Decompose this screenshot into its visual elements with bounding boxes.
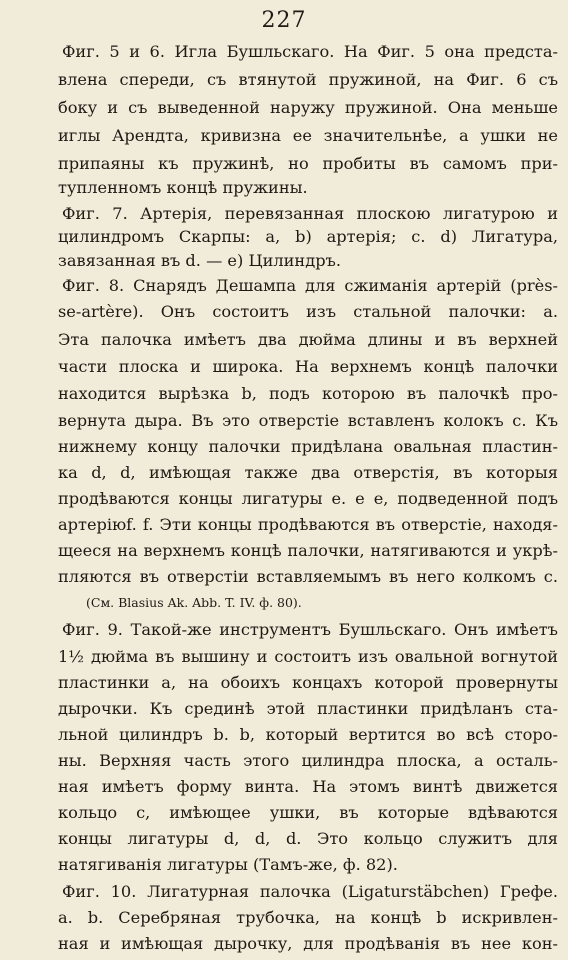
text-line: влена спереди, съ втянутой пружиной, на Фиг. 6 съ [58,70,558,89]
text-line: пластинки a, на обоихъ концахъ которой провернуты [58,673,558,692]
text-line: артеріюf. f. Эти концы продѣваются въ отверстіе, находя- [58,515,558,534]
text-line: цилиндромъ Скарпы: a, b) артерія; c. d) Лигатура, [58,227,558,246]
text-line: se-artère). Онъ состоитъ изъ стальной палочки: a. [58,302,558,321]
text-line: льной цилиндръ b. b, который вертится во всѣ сторо- [58,725,558,744]
text-line: завязанная въ d. — e) Цилиндръ. [58,251,341,270]
text-line: щееся на верхнемъ концѣ палочки, натягиваются и укрѣ- [58,541,558,560]
text-line: Фиг. 8. Снарядъ Дешампа для сжиманія артерій (près- [62,276,558,295]
text-line: натягиванія лигатуры (Тамъ-же, ф. 82). [58,855,398,874]
text-line: дырочки. Къ срединѣ этой пластинки придѣланъ ста- [58,699,558,718]
text-line: части плоска и широка. На верхнемъ концѣ палочки [58,357,558,376]
text-line: Фиг. 9. Такой-же инструментъ Бушльскаго. Онъ имѣетъ [62,620,558,639]
text-line: ны. Верхняя часть этого цилиндра плоска, а осталь- [58,751,558,770]
page-number: 227 [261,8,307,33]
text-line: ка d, d, имѣющая также два отверстія, въ которыя [58,463,558,482]
text-line: ная имѣетъ форму винта. На этомъ винтѣ движется [58,777,558,796]
text-line: пляются въ отверстіи вставляемымъ въ него колкомъ c. [58,567,558,586]
text-line: иглы Арендта, кривизна ее значительнѣе, а ушки не [58,126,558,145]
citation-line: (См. Blasius Ak. Abb. T. IV. ф. 80). [86,595,302,610]
text-line: тупленномъ концѣ пружины. [58,178,308,197]
text-line: Фиг. 5 и 6. Игла Бушльскаго. На Фиг. 5 она предста- [62,42,558,61]
text-line: нижнему концу палочки придѣлана овальная пластин- [58,437,558,456]
text-line: кольцо c, имѣющее ушки, въ которые вдѣваются [58,803,558,822]
text-line: концы лигатуры d, d, d. Это кольцо служитъ для [58,829,558,848]
text-line: Фиг. 10. Лигатурная палочка (Ligaturstäbchen) Грефе. [62,882,558,901]
text-line: вернута дыра. Въ это отверстіе вставленъ колокъ c. Къ [58,411,558,430]
text-line: ная и имѣющая дырочку, для продѣванія въ нее кон- [58,934,558,953]
text-line: 1½ дюйма въ вышину и состоитъ изъ овальной вогнутой [58,647,558,666]
text-line: боку и съ выведенной наружу пружиной. Она меньше [58,98,558,117]
text-line: продѣваются концы лигатуры e. e e, подведенной подъ [58,489,558,508]
text-line: Эта палочка имѣетъ два дюйма длины и въ верхней [58,330,558,349]
text-line: припаяны къ пружинѣ, но пробиты въ самомъ при- [58,154,558,173]
text-line: Фиг. 7. Артерія, перевязанная плоскою лигатурою и [62,204,558,223]
text-line: a. b. Серебряная трубочка, на концѣ b искривлен- [58,908,558,927]
text-line: находится вырѣзка b, подъ которою въ палочкѣ про- [58,384,558,403]
